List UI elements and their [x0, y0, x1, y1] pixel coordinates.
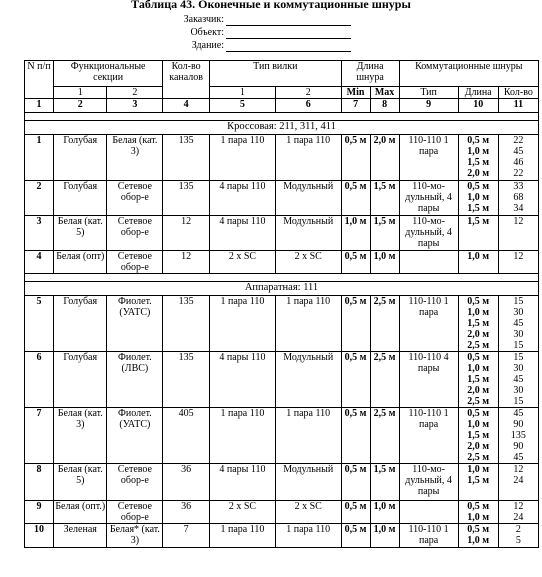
cell-channels: 135 — [163, 181, 210, 216]
colnum-cell: 1 — [25, 99, 54, 113]
table-row — [25, 408, 539, 464]
table-row — [25, 464, 539, 501]
cell-section-2: Белая (кат. 3) — [107, 135, 163, 181]
cell-type — [399, 501, 458, 524]
subheader-plug-1: 1 — [210, 87, 276, 99]
cell-plug-1: 1 пара 110 — [210, 408, 276, 464]
cell-plug-2: 2 x SC — [275, 501, 341, 524]
cell-lengths: 0,5 м 1,0 м 1,5 м 2,0 м 2,5 м — [458, 408, 498, 464]
cell-min: 0,5 м — [341, 135, 370, 181]
table-row — [25, 251, 539, 274]
cell-section-2: Фиолет. (УАТС) — [107, 408, 163, 464]
header-row — [25, 61, 539, 87]
cell-type: 110-110 1 пара — [399, 524, 458, 548]
customer-blank — [226, 15, 351, 26]
cell-num: 7 — [25, 408, 54, 464]
cell-qtys: 12 — [498, 216, 538, 251]
colnum-cell: 6 — [275, 99, 341, 113]
cell-qtys: 45 90 135 90 45 — [498, 408, 538, 464]
cell-max: 1,5 м — [370, 181, 399, 216]
cell-qtys: 12 — [498, 251, 538, 274]
cell-max: 1,0 м — [370, 524, 399, 548]
cell-max: 2,5 м — [370, 352, 399, 408]
cell-num: 2 — [25, 181, 54, 216]
cell-num: 10 — [25, 524, 54, 548]
cell-lengths: 1,0 м — [458, 251, 498, 274]
subheader-max: Max — [370, 87, 399, 99]
cell-plug-1: 4 пары 110 — [210, 181, 276, 216]
cell-plug-2: 1 пара 110 — [275, 135, 341, 181]
cell-max: 1,5 м — [370, 216, 399, 251]
cell-plug-2: 1 пара 110 — [275, 524, 341, 548]
cell-channels: 405 — [163, 408, 210, 464]
colnum-cell: 2 — [53, 99, 107, 113]
cell-section-1: Белая (кат. 3) — [53, 408, 107, 464]
cell-max: 2,5 м — [370, 296, 399, 352]
cell-type: 110-110 1 пара — [399, 408, 458, 464]
cell-max: 1,0 м — [370, 501, 399, 524]
building-field — [170, 39, 351, 52]
header-plug: Тип вилки — [210, 61, 342, 87]
cell-section-1: Белая (кат. 5) — [53, 464, 107, 501]
cell-section-2: Сетевое обор-е — [107, 216, 163, 251]
table-row — [25, 352, 539, 408]
cell-min: 0,5 м — [341, 181, 370, 216]
subheader-row — [25, 87, 539, 99]
cell-max: 2,0 м — [370, 135, 399, 181]
cell-num: 5 — [25, 296, 54, 352]
object-label: Объект: — [190, 27, 224, 38]
cell-channels: 36 — [163, 501, 210, 524]
page-title: Таблица 43. Оконечные и коммутационные шнуры — [131, 0, 411, 11]
cell-lengths: 0,5 м 1,0 м — [458, 501, 498, 524]
cell-lengths: 0,5 м 1,0 м 1,5 м 2,0 м — [458, 135, 498, 181]
cell-min: 0,5 м — [341, 251, 370, 274]
cell-plug-2: 1 пара 110 — [275, 408, 341, 464]
subheader-type: Тип — [399, 87, 458, 99]
cell-section-2: Сетевое обор-е — [107, 464, 163, 501]
cell-plug-2: 1 пара 110 — [275, 296, 341, 352]
cell-plug-1: 2 x SC — [210, 501, 276, 524]
cell-qtys: 22 45 46 22 — [498, 135, 538, 181]
cell-section-2: Сетевое обор-е — [107, 181, 163, 216]
section-title-row — [25, 121, 539, 135]
section-title: Кроссовая: 211, 311, 411 — [25, 121, 539, 135]
header-patch: Коммутационные шнуры — [399, 61, 538, 87]
cell-plug-1: 1 пара 110 — [210, 524, 276, 548]
cell-channels: 12 — [163, 216, 210, 251]
customer-field — [170, 13, 351, 26]
table-row — [25, 135, 539, 181]
cell-min: 0,5 м — [341, 464, 370, 501]
cell-section-1: Голубая — [53, 135, 107, 181]
cell-type: 110-110 1 пара — [399, 296, 458, 352]
cell-qtys: 15 30 45 30 15 — [498, 352, 538, 408]
table-row — [25, 216, 539, 251]
cell-num: 8 — [25, 464, 54, 501]
cell-plug-2: Модульный — [275, 181, 341, 216]
section-title: Аппаратная: 111 — [25, 282, 539, 296]
cell-channels: 135 — [163, 135, 210, 181]
cell-type: 110-мо-дульный, 4 пары — [399, 181, 458, 216]
cell-type: 110-мо-дульный, 4 пары — [399, 216, 458, 251]
cell-type — [399, 251, 458, 274]
subheader-length: Длина — [458, 87, 498, 99]
header-length: Длина шнура — [341, 61, 399, 87]
colnum-cell: 7 — [341, 99, 370, 113]
colnum-cell: 8 — [370, 99, 399, 113]
cell-plug-1: 2 x SC — [210, 251, 276, 274]
cell-qtys: 12 24 — [498, 501, 538, 524]
header-num: N п/п — [25, 61, 54, 99]
table-row — [25, 181, 539, 216]
spacer-row — [25, 113, 539, 121]
table-body — [25, 113, 539, 548]
cell-section-1: Зеленая — [53, 524, 107, 548]
cell-plug-1: 1 пара 110 — [210, 135, 276, 181]
header-sections: Функциональные секции — [53, 61, 162, 87]
colnum-cell: 11 — [498, 99, 538, 113]
cell-section-2: Сетевое обор-е — [107, 501, 163, 524]
cell-section-1: Белая (кат. 5) — [53, 216, 107, 251]
section-title-row — [25, 282, 539, 296]
cell-type: 110-110 1 пара — [399, 135, 458, 181]
object-blank — [226, 28, 351, 39]
cell-lengths: 0,5 м 1,0 м 1,5 м 2,0 м 2,5 м — [458, 352, 498, 408]
cell-plug-2: Модульный — [275, 464, 341, 501]
building-blank — [226, 41, 351, 52]
cell-plug-2: Модульный — [275, 352, 341, 408]
cell-lengths: 0,5 м 1,0 м — [458, 524, 498, 548]
cell-type: 110-110 4 пары — [399, 352, 458, 408]
cell-plug-1: 4 пары 110 — [210, 352, 276, 408]
cell-type: 110-мо-дульный, 4 пары — [399, 464, 458, 501]
table-row — [25, 296, 539, 352]
cell-min: 0,5 м — [341, 296, 370, 352]
subheader-plug-2: 2 — [275, 87, 341, 99]
cell-lengths: 1,5 м — [458, 216, 498, 251]
cell-channels: 135 — [163, 296, 210, 352]
colnum-cell: 5 — [210, 99, 276, 113]
cell-section-2: Фиолет. (ЛВС) — [107, 352, 163, 408]
cell-num: 9 — [25, 501, 54, 524]
cell-channels: 135 — [163, 352, 210, 408]
cell-plug-2: Модульный — [275, 216, 341, 251]
cell-lengths: 1,0 м 1,5 м — [458, 464, 498, 501]
cell-section-2: Белая* (кат. 3) — [107, 524, 163, 548]
cell-min: 0,5 м — [341, 524, 370, 548]
cell-channels: 12 — [163, 251, 210, 274]
cell-num: 6 — [25, 352, 54, 408]
cell-qtys: 2 5 — [498, 524, 538, 548]
subheader-section-1: 1 — [53, 87, 107, 99]
table-row — [25, 524, 539, 548]
cell-plug-2: 2 x SC — [275, 251, 341, 274]
cell-section-1: Голубая — [53, 352, 107, 408]
table-row — [25, 501, 539, 524]
cell-num: 3 — [25, 216, 54, 251]
object-field — [170, 26, 351, 39]
spacer-cell — [25, 274, 539, 282]
cell-min: 0,5 м — [341, 501, 370, 524]
cell-num: 4 — [25, 251, 54, 274]
cell-section-1: Белая (опт.) — [53, 501, 107, 524]
cell-plug-1: 4 пары 110 — [210, 216, 276, 251]
header-channels: Кол-во каналов — [163, 61, 210, 99]
cell-min: 1,0 м — [341, 216, 370, 251]
spacer-row — [25, 274, 539, 282]
colnum-cell: 10 — [458, 99, 498, 113]
cell-section-2: Сетевое обор-е — [107, 251, 163, 274]
cell-channels: 7 — [163, 524, 210, 548]
cell-max: 2,5 м — [370, 408, 399, 464]
cell-section-1: Голубая — [53, 181, 107, 216]
building-label: Здание: — [191, 40, 224, 51]
cell-max: 1,0 м — [370, 251, 399, 274]
cell-channels: 36 — [163, 464, 210, 501]
cell-section-2: Фиолет. (УАТС) — [107, 296, 163, 352]
cell-lengths: 0,5 м 1,0 м 1,5 м 2,0 м 2,5 м — [458, 296, 498, 352]
cell-min: 0,5 м — [341, 408, 370, 464]
column-number-row — [25, 99, 539, 113]
subheader-section-2: 2 — [107, 87, 163, 99]
spacer-cell — [25, 113, 539, 121]
customer-label: Заказчик: — [183, 14, 224, 25]
cell-plug-1: 4 пары 110 — [210, 464, 276, 501]
colnum-cell: 3 — [107, 99, 163, 113]
cords-table — [24, 60, 539, 548]
cell-section-1: Голубая — [53, 296, 107, 352]
subheader-min: Min — [341, 87, 370, 99]
cell-section-1: Белая (опт) — [53, 251, 107, 274]
cell-qtys: 15 30 45 30 15 — [498, 296, 538, 352]
colnum-cell: 9 — [399, 99, 458, 113]
cell-max: 1,5 м — [370, 464, 399, 501]
cell-plug-1: 1 пара 110 — [210, 296, 276, 352]
cell-lengths: 0,5 м 1,0 м 1,5 м — [458, 181, 498, 216]
subheader-qty: Кол-во — [498, 87, 538, 99]
cell-qtys: 33 68 34 — [498, 181, 538, 216]
cell-min: 0,5 м — [341, 352, 370, 408]
cell-qtys: 12 24 — [498, 464, 538, 501]
colnum-cell: 4 — [163, 99, 210, 113]
header-fields — [170, 13, 351, 52]
cell-num: 1 — [25, 135, 54, 181]
